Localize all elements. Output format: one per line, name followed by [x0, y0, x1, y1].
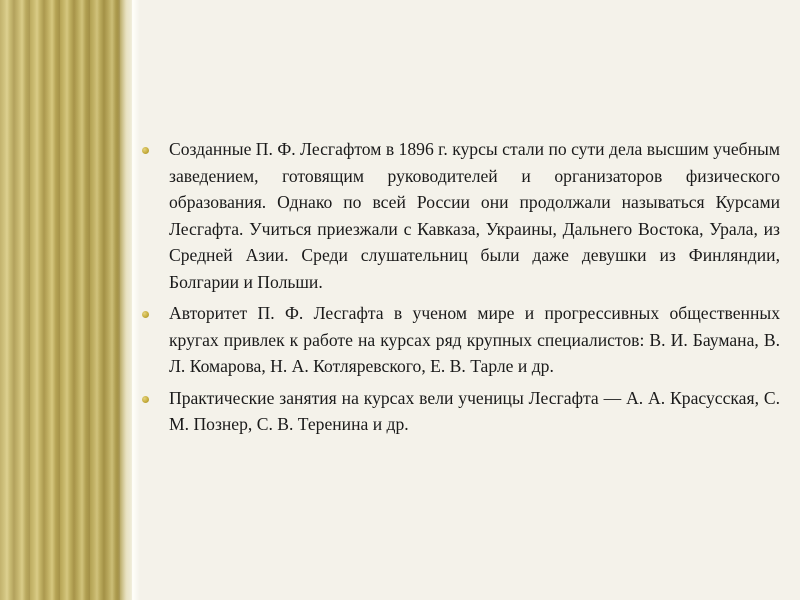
bullet-item — [140, 300, 780, 380]
bullet-dot-icon — [142, 396, 149, 403]
bullet-dot-icon — [142, 147, 149, 154]
bullet-item — [140, 385, 780, 438]
bullet-text: Практические занятия на курсах вели ученицы Лесгафта — А. А. Красусская, С. М. Познер, С. В. Теренина и др. — [169, 387, 780, 434]
curtain-shade — [0, 0, 132, 600]
bullet-dot-icon — [142, 311, 149, 318]
slide-content — [140, 136, 780, 443]
bullet-text: Авторитет П. Ф. Лесгафта в ученом мире и прогрессивных общественных кругах привлек к работе на курсах ряд крупных специалистов: В. И. Баумана, В. Л. Комарова, Н. А. Котляревского, Е. В. Тарле и др. — [169, 303, 780, 376]
curtain-edge — [118, 0, 140, 600]
bullet-item — [140, 136, 780, 295]
bullet-text: Созданные П. Ф. Лесгафтом в 1896 г. курсы стали по сути дела высшим учебным заведением, готовящим руководителей и организаторов физического образования. Однако по всей России они продолжали называться Курсами Лесгафта. Учиться приезжали с Кавказа, Украины, Дальнего Востока, Урала, из Средней Азии. Среди слушательниц были даже девушки из Финляндии, Болгарии и Польши. — [169, 139, 780, 292]
bullet-list — [140, 136, 780, 438]
